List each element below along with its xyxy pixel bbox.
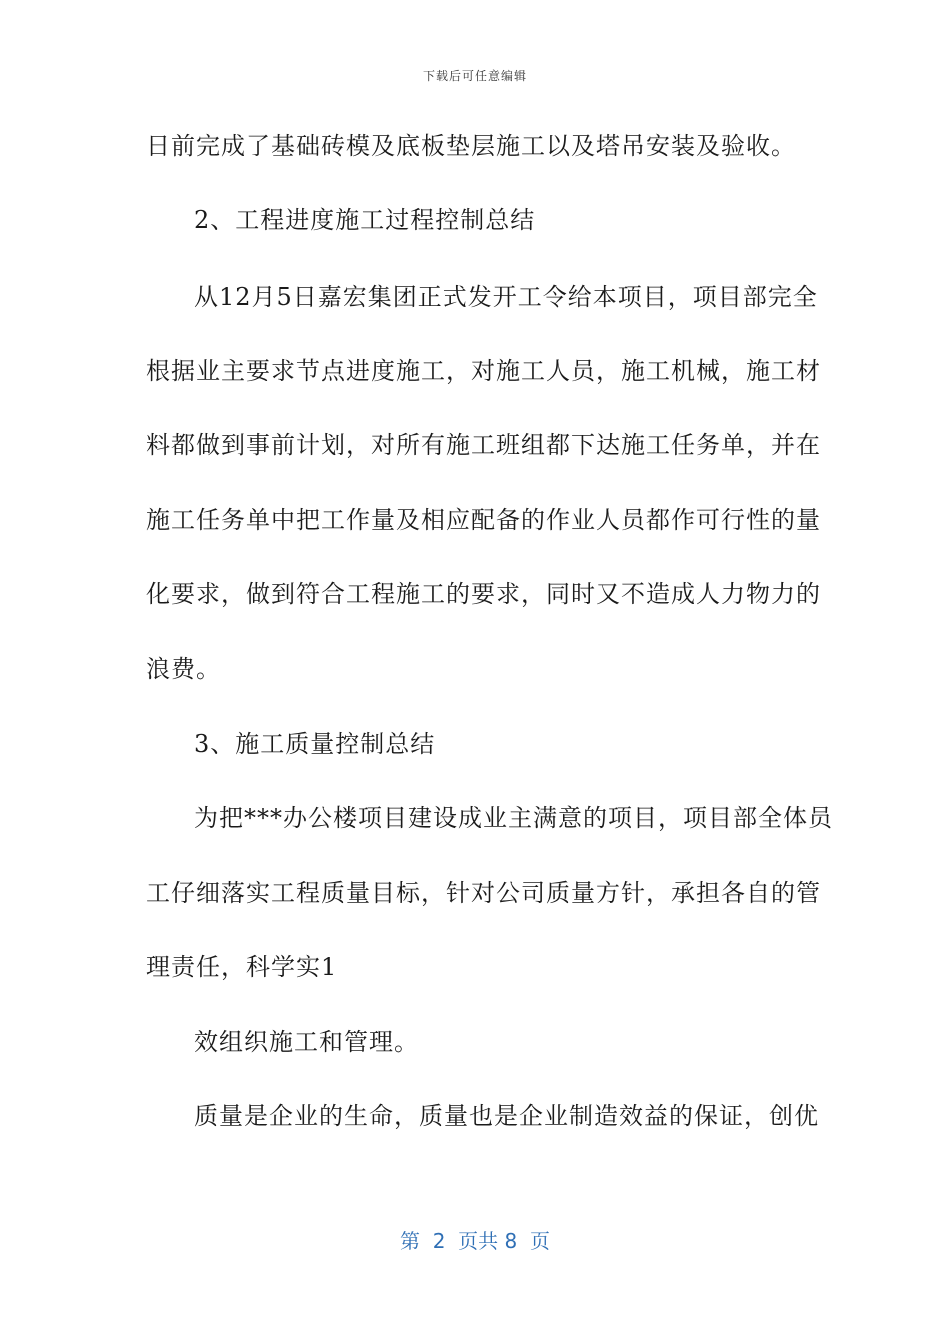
section-heading-quality: 3、施工质量控制总结	[194, 730, 436, 758]
paragraph-line: 浪费。	[146, 655, 221, 683]
section-heading-progress: 2、工程进度施工过程控制总结	[194, 206, 536, 234]
paragraph-line: 料都做到事前计划，对所有施工班组都下达施工任务单，并在	[146, 431, 821, 459]
page-number-footer: 第 2 页共 8 页	[400, 1229, 550, 1253]
paragraph-line: 化要求，做到符合工程施工的要求，同时又不造成人力物力的	[146, 580, 821, 608]
paragraph-line: 日前完成了基础砖模及底板垫层施工以及塔吊安装及验收。	[146, 132, 796, 160]
paragraph-line: 从12月5日嘉宏集团正式发开工令给本项目，项目部完全	[194, 283, 818, 311]
paragraph-line: 效组织施工和管理。	[194, 1028, 419, 1056]
paragraph-line: 理责任，科学实1	[146, 953, 338, 981]
paragraph-line: 质量是企业的生命，质量也是企业制造效益的保证，创优	[194, 1102, 819, 1130]
paragraph-line: 为把***办公楼项目建设成业主满意的项目，项目部全体员	[194, 804, 833, 832]
paragraph-line: 根据业主要求节点进度施工，对施工人员，施工机械，施工材	[146, 357, 821, 385]
paragraph-line: 工仔细落实工程质量目标，针对公司质量方针，承担各自的管	[146, 879, 821, 907]
page-header-note: 下载后可任意编辑	[422, 69, 527, 83]
paragraph-line: 施工任务单中把工作量及相应配备的作业人员都作可行性的量	[146, 506, 821, 534]
